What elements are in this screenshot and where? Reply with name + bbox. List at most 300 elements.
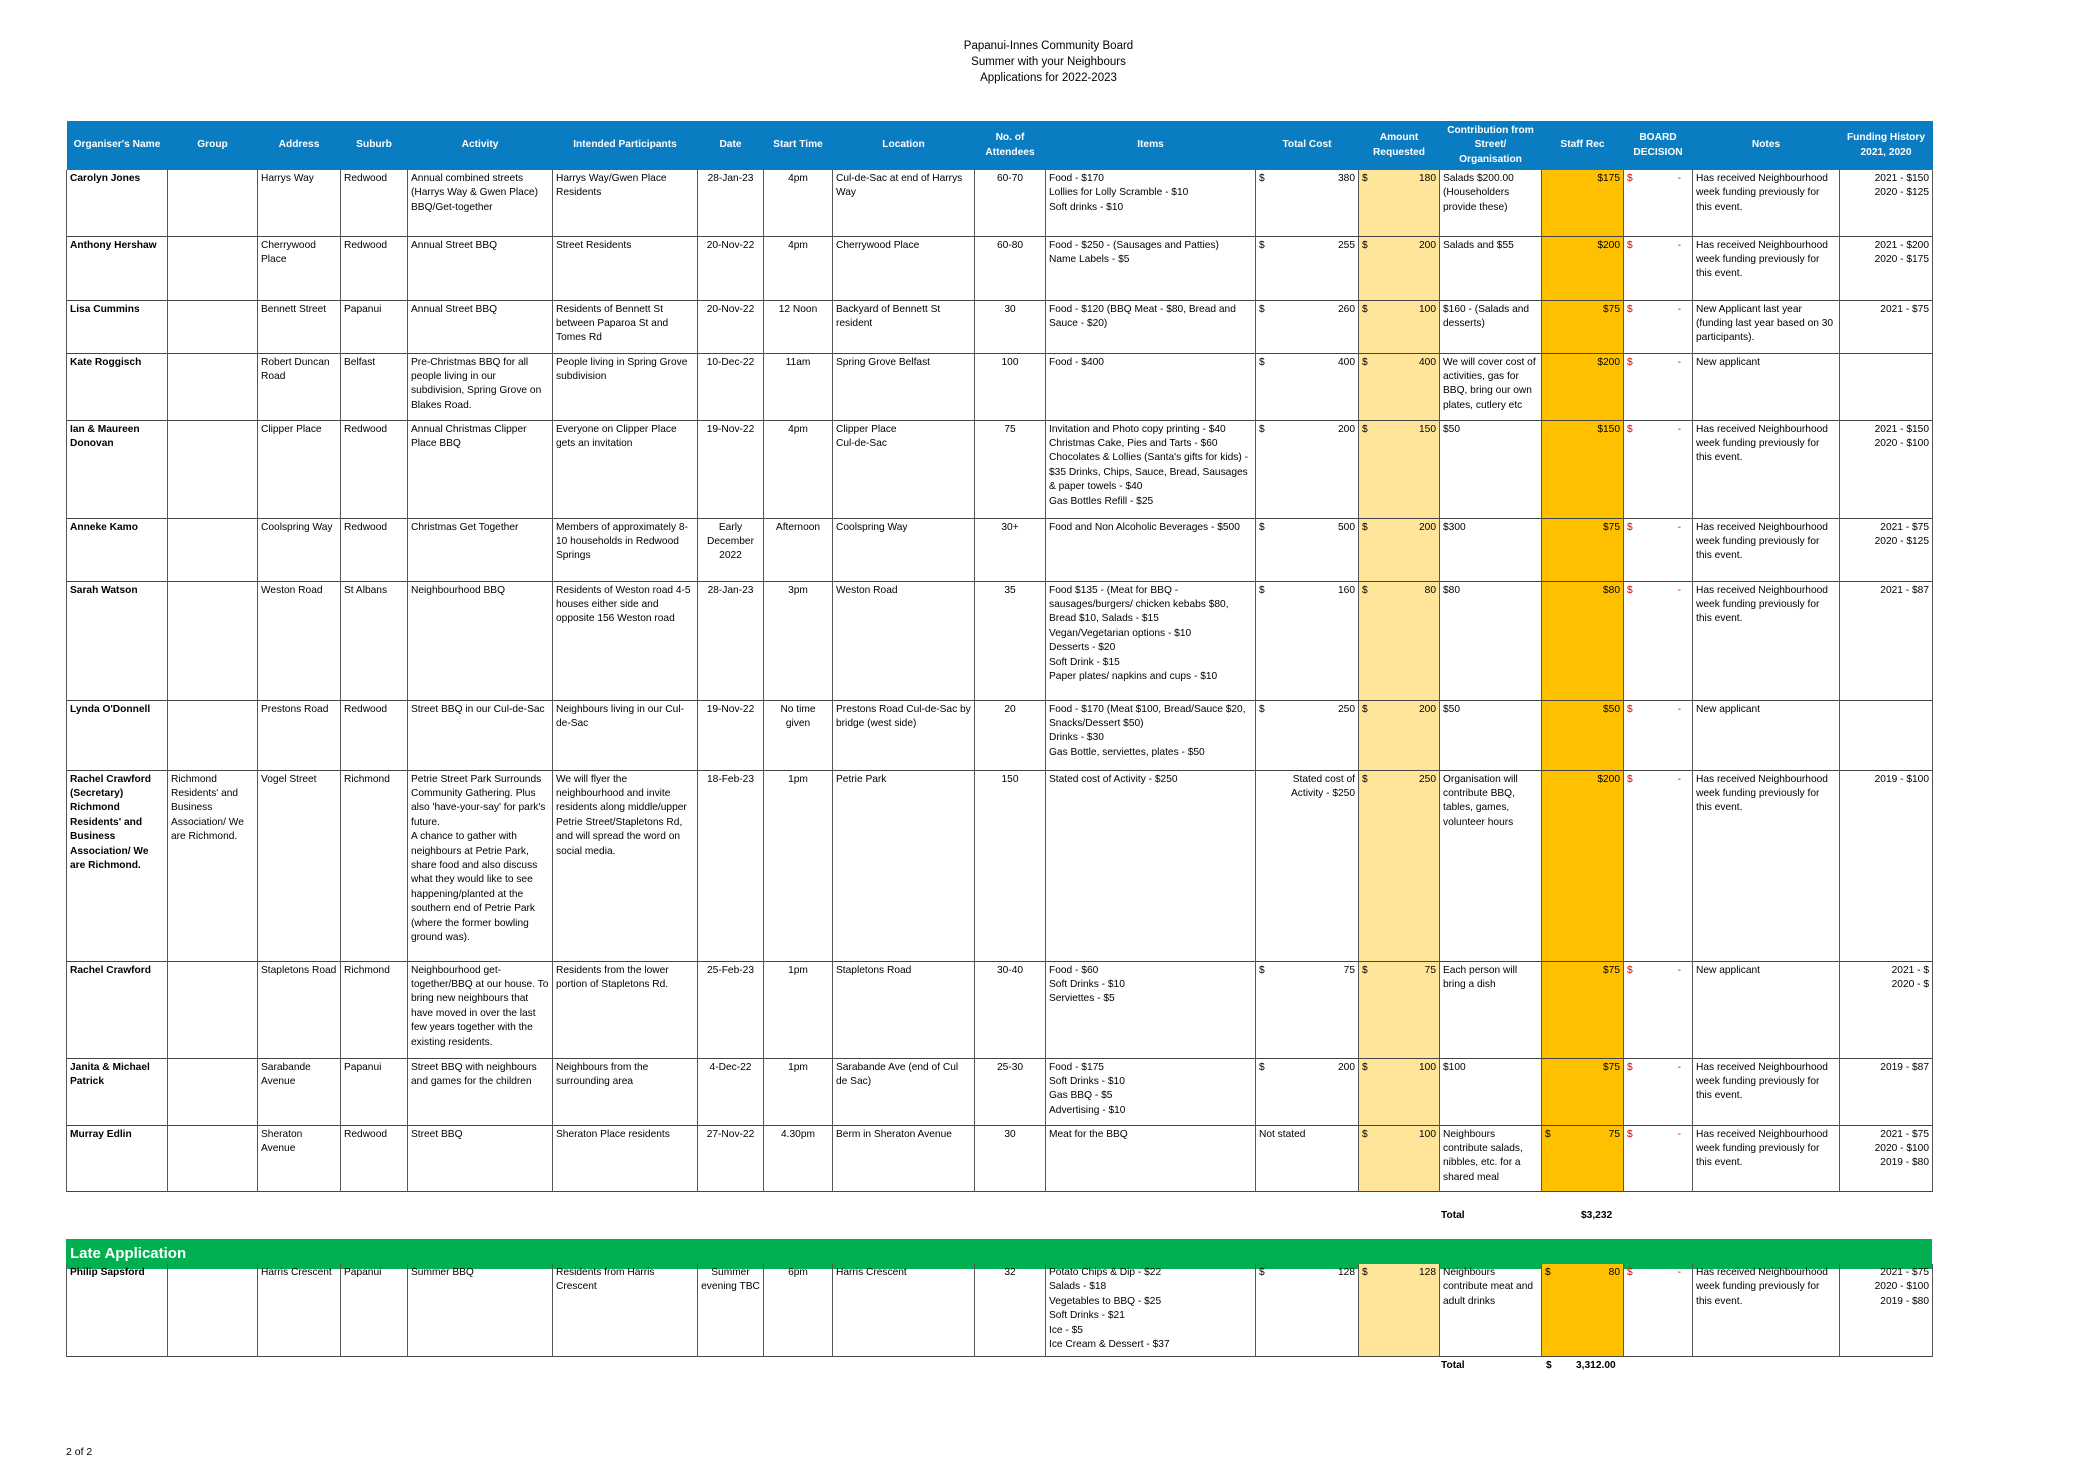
participants-cell-text: Residents of Weston road 4-5 houses either side and opposite 156 Weston road	[556, 584, 691, 625]
notes-cell-text: New applicant	[1696, 964, 1760, 976]
items-cell	[1046, 1058, 1256, 1125]
participants-cell	[553, 700, 698, 770]
date-cell	[698, 581, 764, 700]
contribution-cell	[1440, 236, 1542, 300]
location-cell-text: Cul-de-Sac at end of Harrys Way	[836, 173, 963, 199]
amount-requested-cell	[1359, 700, 1440, 770]
items-cell	[1046, 581, 1256, 700]
staff-rec-cell-text: $200	[1597, 773, 1620, 785]
contribution-cell-text: We will cover cost of activities, gas for BBQ, bring our own plates, cutlery etc	[1443, 356, 1536, 411]
notes-cell-text: Has received Neighbourhood week funding previously for this event.	[1696, 423, 1828, 464]
address-cell	[258, 170, 341, 236]
activity-cell	[408, 961, 553, 1058]
participants-cell-text: Everyone on Clipper Place gets an invitation	[556, 423, 677, 449]
funding-history-cell	[1840, 518, 1933, 581]
activity-cell	[408, 518, 553, 581]
items-cell-text: Food - $250 - (Sausages and Patties) Name Labels - $5	[1049, 239, 1219, 265]
contribution-cell-text: Neighbours contribute meat and adult drinks	[1443, 1267, 1534, 1307]
column-header-location: Location	[833, 121, 975, 170]
organiser-name-cell	[67, 1058, 168, 1125]
start-time-cell	[764, 770, 833, 961]
amount-requested-cell	[1359, 170, 1440, 236]
amount-requested-cell-currency: $	[1362, 1128, 1368, 1140]
address-cell-text: Sarabande Avenue	[261, 1061, 311, 1087]
participants-cell-text: Neighbours living in our Cul-de-Sac	[556, 703, 684, 729]
amount-requested-cell-value: 250	[1419, 773, 1436, 785]
staff-rec-cell-currency: $	[1545, 1267, 1551, 1278]
table-row	[67, 353, 1933, 420]
table-row	[67, 300, 1933, 353]
board-decision-cell-value: -	[1677, 173, 1681, 184]
start-time-cell	[764, 236, 833, 300]
organiser-name-cell	[67, 170, 168, 236]
total-cost-cell-text: Not stated	[1259, 1128, 1306, 1140]
staff-rec-cell	[1542, 1058, 1624, 1125]
board-decision-cell-currency: $	[1627, 1128, 1633, 1140]
staff-rec-cell-value: 80	[1608, 1267, 1620, 1278]
board-decision-cell	[1624, 420, 1693, 518]
column-header-group: Group	[168, 121, 258, 170]
contribution-cell	[1440, 170, 1542, 236]
funding-history-cell-text: 2021 - $87	[1880, 584, 1929, 596]
organiser-name-cell	[67, 420, 168, 518]
activity-cell-text: Neighbourhood BBQ	[411, 584, 506, 596]
total-cost-cell-value: 75	[1343, 964, 1355, 976]
address-cell-text: Weston Road	[261, 584, 323, 596]
date-cell-text: 28-Jan-23	[707, 173, 754, 184]
table-row	[67, 420, 1933, 518]
total-cost-cell-value: 260	[1338, 303, 1355, 315]
attendees-cell	[975, 518, 1046, 581]
column-header-address: Address	[258, 121, 341, 170]
location-cell	[833, 236, 975, 300]
organiser-name-cell	[67, 353, 168, 420]
column-header-attendees: No. of Attendees	[975, 121, 1046, 170]
date-cell-text: 19-Nov-22	[706, 703, 755, 715]
column-header-suburb: Suburb	[341, 121, 408, 170]
start-time-cell-text: 4pm	[788, 423, 808, 435]
amount-requested-cell-currency: $	[1362, 773, 1368, 785]
attendees-cell	[975, 581, 1046, 700]
group-cell	[168, 420, 258, 518]
address-cell-text: Stapletons Road	[261, 964, 337, 976]
board-decision-cell-currency: $	[1627, 303, 1633, 315]
date-cell	[698, 1264, 764, 1356]
participants-cell-text: Members of approximately 8-10 households in Redwood Springs	[556, 521, 688, 562]
board-decision-cell	[1624, 1264, 1693, 1356]
amount-requested-cell-value: 100	[1419, 1128, 1436, 1140]
column-header-notes: Notes	[1693, 121, 1840, 170]
suburb-cell-text: Belfast	[344, 356, 376, 368]
column-header-contribution: Contribution from Street/ Organisation	[1440, 121, 1542, 170]
staff-rec-cell	[1542, 353, 1624, 420]
staff-rec-cell	[1542, 170, 1624, 236]
contribution-cell	[1440, 770, 1542, 961]
table-row	[67, 700, 1933, 770]
amount-requested-cell	[1359, 1125, 1440, 1191]
total-cost-cell-value: 400	[1338, 356, 1355, 368]
activity-cell	[408, 353, 553, 420]
organiser-name-cell-text: Anneke Kamo	[70, 521, 138, 533]
suburb-cell-text: St Albans	[344, 584, 388, 596]
organiser-name-cell	[67, 300, 168, 353]
organiser-name-cell-text: Janita & Michael Patrick	[70, 1061, 150, 1087]
activity-cell-text: Annual Street BBQ	[411, 239, 498, 251]
contribution-cell-text: $80	[1443, 584, 1460, 596]
attendees-cell-text: 60-80	[996, 239, 1024, 251]
attendees-cell-text: 32	[1004, 1267, 1016, 1278]
location-cell	[833, 300, 975, 353]
table-row	[67, 236, 1933, 300]
staff-rec-cell-text: $75	[1603, 1061, 1620, 1073]
funding-history-cell-text: 2021 - $75	[1880, 303, 1929, 315]
funding-history-cell	[1840, 353, 1933, 420]
notes-cell-text: New applicant	[1696, 703, 1760, 715]
total-cost-cell-currency: $	[1259, 703, 1265, 715]
staff-rec-cell	[1542, 1264, 1624, 1356]
suburb-cell	[341, 581, 408, 700]
board-decision-cell-currency: $	[1627, 703, 1633, 715]
notes-cell	[1693, 700, 1840, 770]
notes-cell-text: New Applicant last year (funding last year based on 30 participants).	[1696, 303, 1834, 344]
suburb-cell	[341, 770, 408, 961]
funding-history-cell	[1840, 170, 1933, 236]
activity-cell	[408, 700, 553, 770]
column-header-staff-rec: Staff Rec	[1542, 121, 1624, 170]
start-time-cell-text: 1pm	[788, 1061, 808, 1073]
attendees-cell	[975, 420, 1046, 518]
participants-cell-text: Harrys Way/Gwen Place Residents	[556, 173, 667, 199]
staff-rec-cell	[1542, 236, 1624, 300]
start-time-cell	[764, 1058, 833, 1125]
funding-history-cell	[1840, 770, 1933, 961]
grand-total-value: 3,312.00	[1576, 1360, 1616, 1371]
staff-rec-cell	[1542, 770, 1624, 961]
amount-requested-cell-value: 128	[1419, 1267, 1436, 1278]
board-decision-cell-currency: $	[1627, 1267, 1633, 1278]
staff-rec-cell	[1542, 518, 1624, 581]
suburb-cell-text: Papanui	[344, 1061, 382, 1073]
group-cell	[168, 236, 258, 300]
date-cell-text: 25-Feb-23	[706, 964, 754, 976]
notes-cell	[1693, 770, 1840, 961]
board-decision-cell-value: -	[1677, 356, 1681, 368]
amount-requested-cell-currency: $	[1362, 584, 1368, 596]
board-decision-cell-currency: $	[1627, 423, 1633, 435]
start-time-cell-text: 12 Noon	[778, 303, 818, 315]
organiser-name-cell	[67, 961, 168, 1058]
attendees-cell	[975, 170, 1046, 236]
amount-requested-cell-currency: $	[1362, 1061, 1368, 1073]
total-cost-cell-currency: $	[1259, 303, 1265, 315]
amount-requested-cell-value: 200	[1419, 521, 1436, 533]
activity-cell-text: Annual combined streets (Harrys Way & Gwen Place) BBQ/Get-together	[411, 173, 538, 213]
board-decision-cell	[1624, 353, 1693, 420]
organiser-name-cell	[67, 700, 168, 770]
amount-requested-cell-currency: $	[1362, 356, 1368, 368]
funding-history-cell	[1840, 236, 1933, 300]
notes-cell-text: Has received Neighbourhood week funding previously for this event.	[1696, 1061, 1828, 1102]
contribution-cell	[1440, 581, 1542, 700]
address-cell-text: Clipper Place	[261, 423, 322, 435]
participants-cell	[553, 170, 698, 236]
total-cost-cell	[1256, 420, 1359, 518]
document-title-block	[0, 38, 2097, 86]
staff-rec-cell-text: $175	[1597, 173, 1620, 184]
address-cell-text: Prestons Road	[261, 703, 329, 715]
amount-requested-cell	[1359, 300, 1440, 353]
contribution-cell	[1440, 1264, 1542, 1356]
total-cost-cell-value: 500	[1338, 521, 1355, 533]
address-cell	[258, 236, 341, 300]
attendees-cell	[975, 1058, 1046, 1125]
suburb-cell	[341, 1125, 408, 1191]
board-decision-cell-currency: $	[1627, 584, 1633, 596]
start-time-cell	[764, 700, 833, 770]
organiser-name-cell-text: Kate Roggisch	[70, 356, 142, 368]
items-cell	[1046, 1264, 1256, 1356]
group-cell	[168, 1125, 258, 1191]
start-time-cell-text: 4pm	[788, 173, 808, 184]
address-cell	[258, 1058, 341, 1125]
staff-rec-cell-text: $75	[1603, 521, 1620, 533]
column-header-start-time: Start Time	[764, 121, 833, 170]
table-row	[67, 518, 1933, 581]
total-cost-cell-currency: $	[1259, 173, 1265, 184]
suburb-cell-text: Papanui	[344, 303, 382, 315]
board-decision-cell-currency: $	[1627, 521, 1633, 533]
attendees-cell-text: 30-40	[996, 964, 1024, 976]
start-time-cell-text: 6pm	[788, 1267, 808, 1278]
contribution-cell	[1440, 518, 1542, 581]
notes-cell-text: Has received Neighbourhood week funding previously for this event.	[1696, 173, 1828, 213]
group-cell	[168, 170, 258, 236]
participants-cell	[553, 236, 698, 300]
amount-requested-cell-currency: $	[1362, 423, 1368, 435]
group-cell	[168, 300, 258, 353]
total-cost-cell	[1256, 581, 1359, 700]
suburb-cell	[341, 236, 408, 300]
staff-rec-cell	[1542, 581, 1624, 700]
amount-requested-cell-value: 200	[1419, 703, 1436, 715]
total-cost-cell-currency: $	[1259, 964, 1265, 976]
contribution-cell-text: $50	[1443, 423, 1460, 435]
participants-cell	[553, 300, 698, 353]
address-cell-text: Harrys Way	[261, 173, 314, 184]
funding-history-cell-text: 2021 - $75 2020 - $125	[1874, 521, 1929, 547]
staff-rec-cell-value: 75	[1608, 1128, 1620, 1140]
table-row	[67, 961, 1933, 1058]
attendees-cell-text: 60-70	[996, 173, 1024, 184]
location-cell	[833, 353, 975, 420]
board-decision-cell	[1624, 170, 1693, 236]
notes-cell-text: New applicant	[1696, 356, 1760, 368]
table-row	[67, 1125, 1933, 1191]
staff-rec-cell	[1542, 420, 1624, 518]
contribution-cell-text: Each person will bring a dish	[1443, 964, 1518, 990]
organiser-name-cell	[67, 770, 168, 961]
date-cell	[698, 1125, 764, 1191]
funding-history-cell-text: 2021 - $75 2020 - $100 2019 - $80	[1874, 1267, 1929, 1307]
location-cell-text: Clipper Place Cul-de-Sac	[836, 423, 897, 449]
date-cell-text: 28-Jan-23	[707, 584, 754, 596]
funding-history-cell-text: 2021 - $150 2020 - $100	[1874, 423, 1929, 449]
items-cell-text: Stated cost of Activity - $250	[1049, 773, 1178, 785]
board-decision-cell-currency: $	[1627, 239, 1633, 251]
date-cell	[698, 518, 764, 581]
activity-cell	[408, 300, 553, 353]
date-cell-text: 10-Dec-22	[706, 356, 755, 368]
amount-requested-cell-value: 150	[1419, 423, 1436, 435]
attendees-cell-text: 150	[1001, 773, 1019, 785]
items-cell	[1046, 770, 1256, 961]
date-cell	[698, 1058, 764, 1125]
funding-history-cell-text: 2019 - $100	[1874, 773, 1929, 785]
notes-cell	[1693, 170, 1840, 236]
location-cell-text: Petrie Park	[836, 773, 887, 785]
organiser-name-cell-text: Lisa Cummins	[70, 303, 140, 315]
suburb-cell-text: Redwood	[344, 1128, 388, 1140]
participants-cell-text: Residents from Harris Crescent	[556, 1267, 655, 1293]
attendees-cell	[975, 353, 1046, 420]
items-cell-text: Food - $170 Lollies for Lolly Scramble - $10 Soft drinks - $10	[1049, 173, 1189, 213]
column-header-participants: Intended Participants	[553, 121, 698, 170]
address-cell-text: Cherrywood Place	[261, 239, 316, 265]
suburb-cell	[341, 700, 408, 770]
start-time-cell	[764, 581, 833, 700]
board-decision-cell-value: -	[1677, 964, 1681, 976]
address-cell-text: Coolspring Way	[261, 521, 333, 533]
suburb-cell	[341, 353, 408, 420]
location-cell-text: Sarabande Ave (end of Cul de Sac)	[836, 1061, 959, 1087]
notes-cell	[1693, 1058, 1840, 1125]
board-decision-cell-value: -	[1677, 584, 1681, 596]
date-cell-text: Summer evening TBC	[701, 1267, 760, 1293]
date-cell	[698, 170, 764, 236]
activity-cell	[408, 1125, 553, 1191]
amount-requested-cell	[1359, 961, 1440, 1058]
board-decision-cell	[1624, 1125, 1693, 1191]
amount-requested-cell-value: 400	[1419, 356, 1436, 368]
table-row	[67, 170, 1933, 236]
start-time-cell-text: 4.30pm	[781, 1128, 815, 1140]
date-cell-text: 4-Dec-22	[709, 1061, 752, 1073]
location-cell-text: Stapletons Road	[836, 964, 912, 976]
items-cell	[1046, 353, 1256, 420]
location-cell	[833, 1058, 975, 1125]
participants-cell	[553, 518, 698, 581]
activity-cell	[408, 420, 553, 518]
late-applications-body	[67, 1264, 1933, 1356]
participants-cell	[553, 581, 698, 700]
location-cell-text: Prestons Road Cul-de-Sac by bridge (west side)	[836, 703, 971, 729]
items-cell-text: Food $135 - (Meat for BBQ - sausages/burgers/ chicken kebabs $80, Bread $10, Salads - $15 Vegan/Vegetarian options - $10 Desserts - $20 Soft Drink - $15 Paper plates/ napkins and cups - $10	[1049, 584, 1229, 682]
contribution-cell-text: Neighbours contribute salads, nibbles, etc. for a shared meal	[1443, 1128, 1523, 1183]
notes-cell-text: Has received Neighbourhood week funding previously for this event.	[1696, 239, 1828, 280]
total-cost-cell	[1256, 770, 1359, 961]
notes-cell	[1693, 518, 1840, 581]
staff-rec-cell-text: $75	[1603, 303, 1620, 315]
participants-cell	[553, 961, 698, 1058]
start-time-cell	[764, 420, 833, 518]
notes-cell	[1693, 1264, 1840, 1356]
board-decision-cell	[1624, 770, 1693, 961]
address-cell	[258, 300, 341, 353]
applications-period: Applications for 2022-2023	[980, 72, 1117, 84]
items-cell	[1046, 1125, 1256, 1191]
suburb-cell-text: Richmond	[344, 964, 390, 976]
total-cost-cell-value: 200	[1338, 423, 1355, 435]
column-header-amount-requested: Amount Requested	[1359, 121, 1440, 170]
total-cost-cell-value: 160	[1338, 584, 1355, 596]
board-decision-cell	[1624, 1058, 1693, 1125]
attendees-cell	[975, 1125, 1046, 1191]
late-application-banner: Late Application	[66, 1239, 1932, 1269]
start-time-cell-text: 3pm	[788, 584, 808, 596]
board-decision-cell	[1624, 700, 1693, 770]
staff-rec-cell-currency: $	[1545, 1128, 1551, 1140]
address-cell-text: Sheraton Avenue	[261, 1128, 303, 1154]
contribution-cell	[1440, 353, 1542, 420]
suburb-cell	[341, 518, 408, 581]
group-cell	[168, 700, 258, 770]
address-cell-text: Harris Crescent	[261, 1267, 332, 1278]
board-decision-cell-value: -	[1677, 1267, 1681, 1278]
start-time-cell	[764, 961, 833, 1058]
staff-rec-cell-text: $75	[1603, 964, 1620, 976]
participants-cell-text: Residents of Bennett St between Paparoa St and Tomes Rd	[556, 303, 669, 344]
funding-history-cell	[1840, 420, 1933, 518]
staff-rec-cell	[1542, 700, 1624, 770]
suburb-cell-text: Redwood	[344, 173, 388, 184]
date-cell-text: Early December 2022	[707, 521, 754, 562]
amount-requested-cell	[1359, 420, 1440, 518]
amount-requested-cell-value: 100	[1419, 1061, 1436, 1073]
attendees-cell-text: 100	[1001, 356, 1019, 368]
organiser-name-cell-text: Philip Sapsford	[70, 1267, 145, 1278]
suburb-cell	[341, 170, 408, 236]
date-cell	[698, 770, 764, 961]
suburb-cell-text: Redwood	[344, 521, 388, 533]
items-cell-text: Food - $170 (Meat $100, Bread/Sauce $20, Snacks/Dessert $50) Drinks - $30 Gas Bottle, serviettes, plates - $50	[1049, 703, 1246, 758]
address-cell	[258, 353, 341, 420]
activity-cell	[408, 770, 553, 961]
notes-cell-text: Has received Neighbourhood week funding previously for this event.	[1696, 521, 1828, 562]
board-decision-cell-currency: $	[1627, 1061, 1633, 1073]
attendees-cell	[975, 700, 1046, 770]
suburb-cell	[341, 300, 408, 353]
location-cell	[833, 770, 975, 961]
location-cell-text: Berm in Sheraton Avenue	[836, 1128, 952, 1140]
attendees-cell	[975, 961, 1046, 1058]
attendees-cell-text: 20	[1004, 703, 1016, 715]
contribution-cell	[1440, 961, 1542, 1058]
amount-requested-cell-currency: $	[1362, 703, 1368, 715]
organiser-name-cell-text: Anthony Hershaw	[70, 239, 157, 251]
funding-history-cell-text: 2021 - $ 2020 - $	[1891, 964, 1929, 990]
participants-cell	[553, 1058, 698, 1125]
total-cost-cell-currency: $	[1259, 521, 1265, 533]
notes-cell-text: Has received Neighbourhood week funding previously for this event.	[1696, 1267, 1828, 1307]
group-cell	[168, 961, 258, 1058]
grand-total-label: Total	[1441, 1360, 1465, 1371]
date-cell	[698, 300, 764, 353]
column-header-organiser: Organiser's Name	[67, 121, 168, 170]
address-cell	[258, 420, 341, 518]
organiser-name-cell-text: Rachel Crawford	[70, 964, 151, 976]
group-cell	[168, 770, 258, 961]
activity-cell	[408, 1058, 553, 1125]
